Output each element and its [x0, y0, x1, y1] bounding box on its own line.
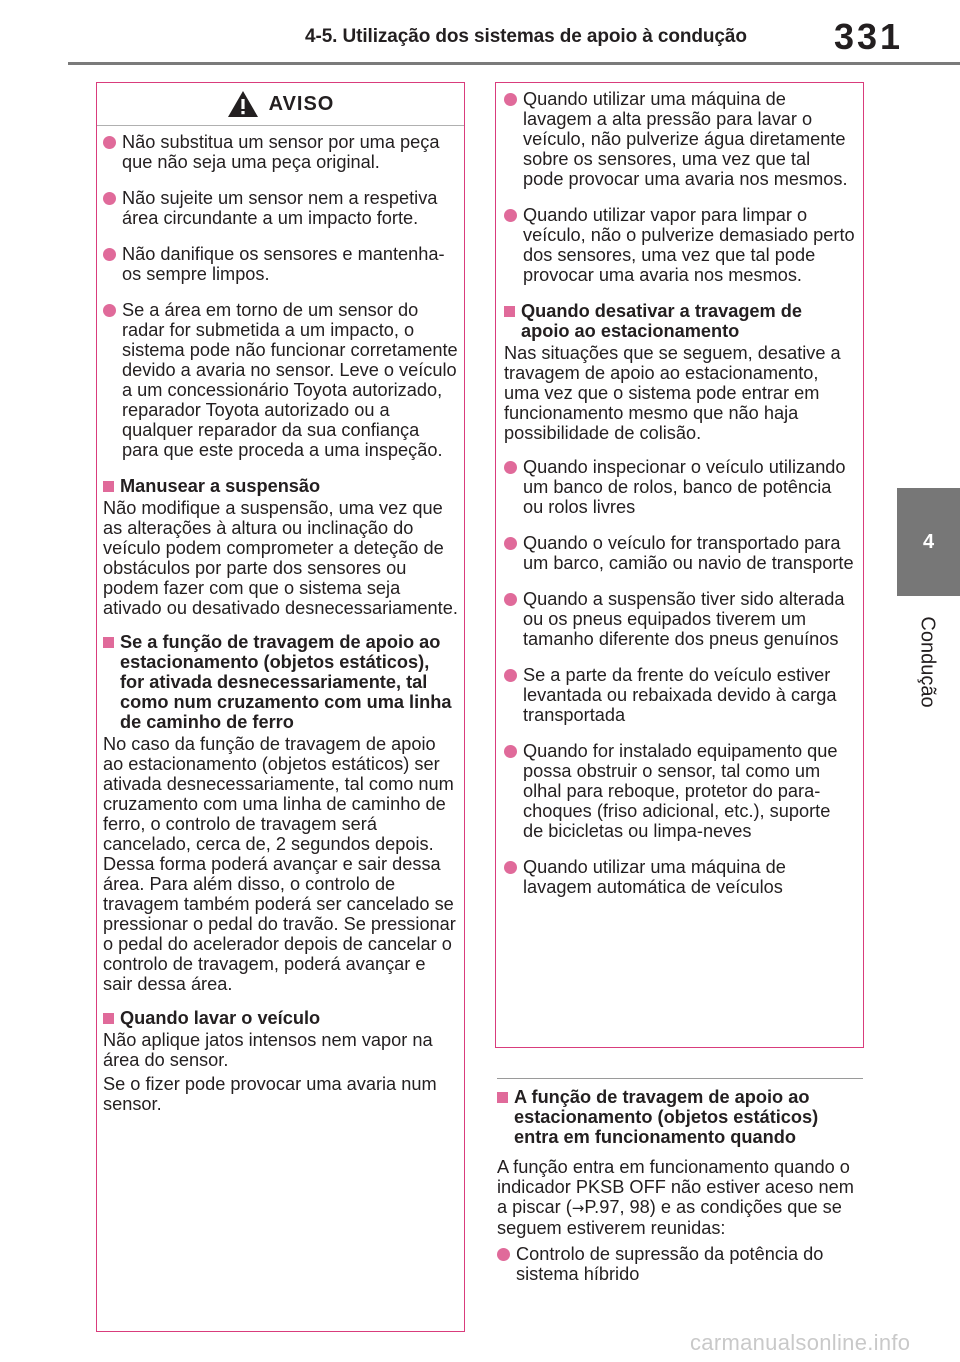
warning-bullet: Quando utilizar vapor para limpar o veículo, não o pulverize demasiado perto dos sensores, uma vez que tal pode provocar uma avaria nos mesmos. — [504, 205, 855, 285]
page-header-title: 4-5. Utilização dos sistemas de apoio à condução — [305, 26, 747, 47]
warning-bullet: Não substitua um sensor por uma peça que não seja uma peça original. — [103, 132, 458, 172]
chapter-tab — [897, 488, 960, 596]
warning-bullet: Quando utilizar uma máquina de lavagem a alta pressão para lavar o veículo, não pulverize água diretamente sobre os sensores, uma vez que tal pode provocar uma avaria nos mesmos. — [504, 89, 855, 189]
bullet-dot-icon — [504, 209, 517, 222]
section-square-icon — [504, 306, 515, 317]
section-paragraph: Nas situações que se seguem, desative a travagem de apoio ao estacionamento, uma vez que o sistema pode entrar em funcionamento mesmo que não haja possibilidade de colisão. — [504, 343, 841, 443]
warning-bullet: Não sujeite um sensor nem a respetiva área circundante a um impacto forte. — [103, 188, 458, 228]
section-square-icon — [497, 1092, 508, 1103]
bullet-dot-icon — [103, 304, 116, 317]
chapter-label-text: Condução — [916, 616, 939, 708]
warning-bullet: Se a parte da frente do veículo estiver levantada ou rebaixada devido à carga transportada — [504, 665, 855, 725]
bullet-dot-icon — [504, 669, 517, 682]
reference-arrow-icon: → — [571, 1199, 585, 1217]
bullet-dot-icon — [504, 537, 517, 550]
warning-box — [96, 82, 465, 1332]
page-reference-link[interactable]: P.97, 98 — [584, 1197, 650, 1217]
section-paragraph: Não aplique jatos intensos nem vapor na área do sensor. — [103, 1030, 433, 1070]
section-paragraph: No caso da função de travagem de apoio ao estacionamento (objetos estáticos) ser ativada desnecessariamente, tal como num cruzamento com uma linha de caminho de ferro, o controlo de travagem será cancelado, cerca de, 2 segundos depois. Dessa forma poderá avançar e sair dessa área. Para além disso, o controlo de travagem também poderá ser cancelado se pressionar o pedal do travão. Se pressionar o pedal do acelerador depois de cancelar o controlo de travagem, poderá avançar e sair dessa área. — [103, 734, 456, 994]
watermark: carmanualsonline.info — [690, 1330, 911, 1355]
warning-title: AVISO — [268, 92, 335, 115]
section-heading: Quando desativar a travagem de apoio ao estacionamento — [504, 301, 855, 341]
main-section-heading: A função de travagem de apoio ao estacionamento (objetos estáticos) entra em funcionamento quando — [497, 1087, 867, 1147]
main-section — [497, 1087, 867, 1284]
warning-bullet: Quando o veículo for transportado para um barco, camião ou navio de transporte — [504, 533, 855, 573]
warning-bullet: Quando inspecionar o veículo utilizando um banco de rolos, banco de potência ou rolos livres — [504, 457, 855, 517]
bullet-dot-icon — [103, 192, 116, 205]
bullet-dot-icon — [504, 745, 517, 758]
chapter-number: 4 — [922, 530, 935, 553]
bullet-dot-icon — [497, 1248, 510, 1261]
section-heading: Manusear a suspensão — [103, 476, 458, 496]
warning-box-continued — [495, 82, 864, 1048]
section-square-icon — [103, 1013, 114, 1024]
bullet-dot-icon — [504, 461, 517, 474]
bullet-dot-icon — [504, 861, 517, 874]
section-heading: Quando lavar o veículo — [103, 1008, 458, 1028]
bullet-dot-icon — [103, 136, 116, 149]
bullet-dot-icon — [504, 593, 517, 606]
main-section-paragraph: A função entra em funcionamento quando o indicador PKSB OFF não estiver aceso nem a piscar (→P.97, 98) e as condições que se seguem estiverem reunidas: — [497, 1157, 854, 1238]
warning-triangle-icon — [227, 90, 259, 118]
bullet-dot-icon — [504, 93, 517, 106]
warning-header — [97, 83, 464, 126]
header-divider — [68, 62, 960, 65]
section-square-icon — [103, 481, 114, 492]
warning-bullet: Quando for instalado equipamento que possa obstruir o sensor, tal como um olhal para reboque, protetor do para-choques (friso adicional, etc.), suporte de bicicletas ou limpa-neves — [504, 741, 855, 841]
warning-bullet: Se a área em torno de um sensor do radar for submetida a um impacto, o sistema pode não funcionar corretamente devido a avaria no sensor. Leve o veículo a um concessionário Toyota autorizado, reparador Toyota autorizado ou a qualquer reparador da sua confiança para que este proceda a uma inspeção. — [103, 300, 458, 460]
warning-bullet: Quando a suspensão tiver sido alterada ou os pneus equipados tiverem um tamanho diferente dos pneus genuínos — [504, 589, 855, 649]
warning-bullet: Quando utilizar uma máquina de lavagem automática de veículos — [504, 857, 855, 897]
warning-bullet: Não danifique os sensores e mantenha-os sempre limpos. — [103, 244, 458, 284]
main-section-bullet: Controlo de supressão da potência do sistema híbrido — [497, 1244, 867, 1284]
section-square-icon — [103, 637, 114, 648]
section-heading: Se a função de travagem de apoio ao estacionamento (objetos estáticos), for ativada desnecessariamente, tal como num cruzamento com uma linha de caminho de ferro — [103, 632, 458, 732]
bullet-dot-icon — [103, 248, 116, 261]
page-number: 331 — [834, 16, 904, 57]
chapter-label — [902, 610, 952, 720]
section-divider — [497, 1078, 863, 1079]
section-paragraph: Se o fizer pode provocar uma avaria num sensor. — [103, 1074, 437, 1114]
section-paragraph: Não modifique a suspensão, uma vez que as alterações à altura ou inclinação do veículo podem comprometer a deteção de obstáculos por parte dos sensores ou podem fazer com que o sistema seja ativado ou desativado desnecessariamente. — [103, 498, 458, 618]
